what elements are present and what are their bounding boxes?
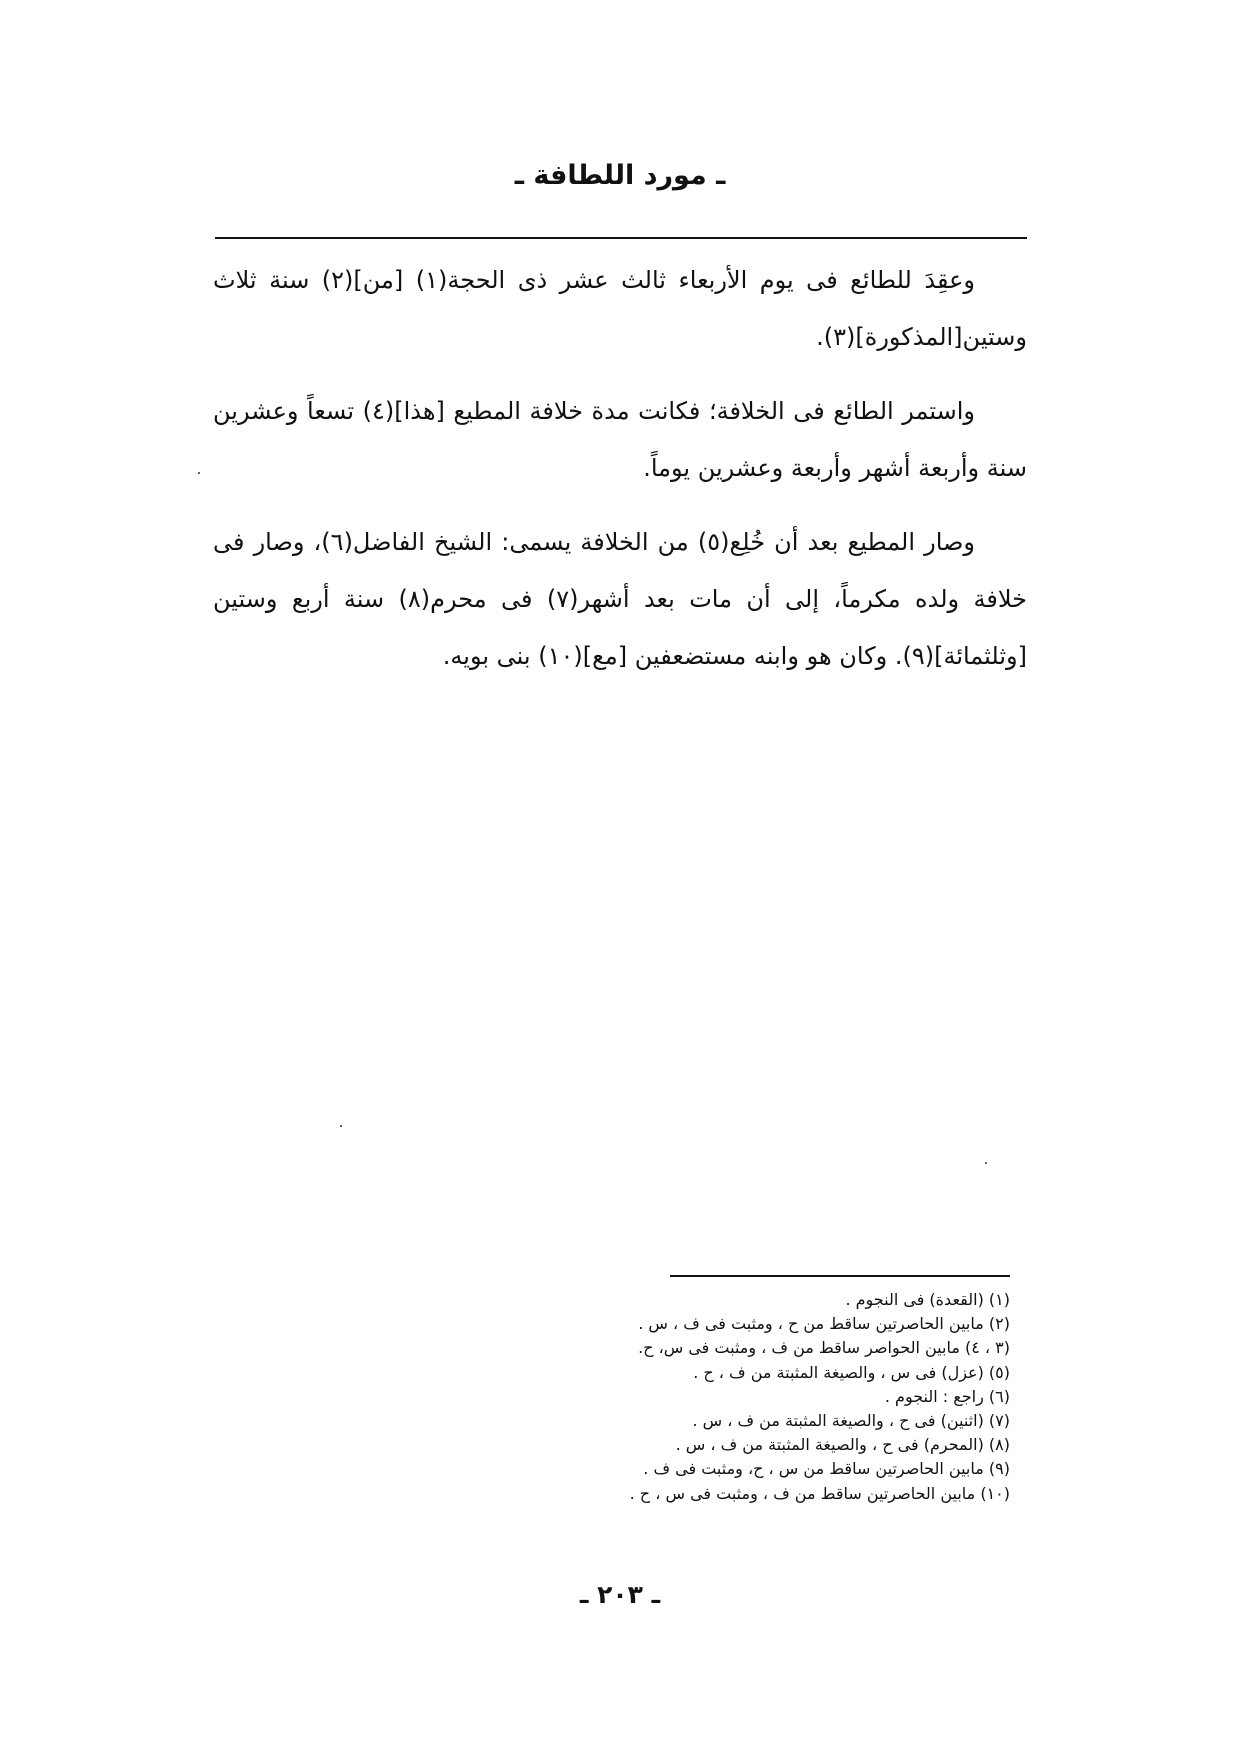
- footnotes-list: [500, 1288, 1010, 1506]
- footnote: (٢) مابين الحاصرتين ساقط من ح ، ومثبت فى ف ، س .: [638, 1314, 1010, 1334]
- footnote: (١) (القعدة) فى النجوم .: [845, 1290, 1010, 1309]
- running-header: ـ مورد اللطافة ـ: [514, 160, 726, 191]
- footnote: (٧) (اثنين) فى ح ، والصيغة المثبتة من ف ، س .: [692, 1411, 1010, 1431]
- footnote: (١٠) مابين الحاصرتين ساقط من ف ، ومثبت فى س ، ح .: [629, 1483, 1010, 1503]
- scan-speck: [985, 1162, 987, 1164]
- page-number: ـ ٢٠٣ ـ: [579, 1580, 661, 1609]
- footnote: (٩) مابين الحاصرتين ساقط من س ، ح، ومثبت فى ف .: [643, 1459, 1010, 1479]
- footnote: (٥) (عزل) فى س ، والصيغة المثبتة من ف ، ح .: [693, 1362, 1010, 1382]
- footnote-rule: [670, 1275, 1010, 1277]
- footnote: (٣ ، ٤) مابين الحواصر ساقط من ف ، ومثبت فى س، ح.: [638, 1338, 1010, 1358]
- paragraph: واستمر الطائع فى الخلافة؛ فكانت مدة خلافة المطيع [هذا](٤) تسعاً وعشرين سنة وأربعة أشهر وأربعة وعشرين يوماً.: [213, 397, 1027, 482]
- body-text: [213, 252, 1027, 685]
- footnote: (٦) راجع : النجوم .: [884, 1386, 1010, 1406]
- header-rule: [215, 237, 1027, 239]
- scan-speck: [198, 472, 200, 474]
- footnote: (٨) (المحرم) فى ح ، والصيغة المثبتة من ف ، س .: [675, 1435, 1010, 1455]
- scan-speck: [340, 1125, 342, 1127]
- paragraph: وعقِدَ للطائع فى يوم الأربعاء ثالث عشر ذى الحجة(١) [من](٢) سنة ثلاث وستين[المذكورة](٣).: [213, 266, 1027, 351]
- paragraph: وصار المطيع بعد أن خُلِع(٥) من الخلافة يسمى: الشيخ الفاضل(٦)، وصار فى خلافة ولده مكرماً، إلى أن مات بعد أشهر(٧) فى محرم(٨) سنة أربع وستين [وثلثمائة](٩). وكان هو وابنه مستضعفين [مع](١٠) بنى بويه.: [213, 528, 1027, 670]
